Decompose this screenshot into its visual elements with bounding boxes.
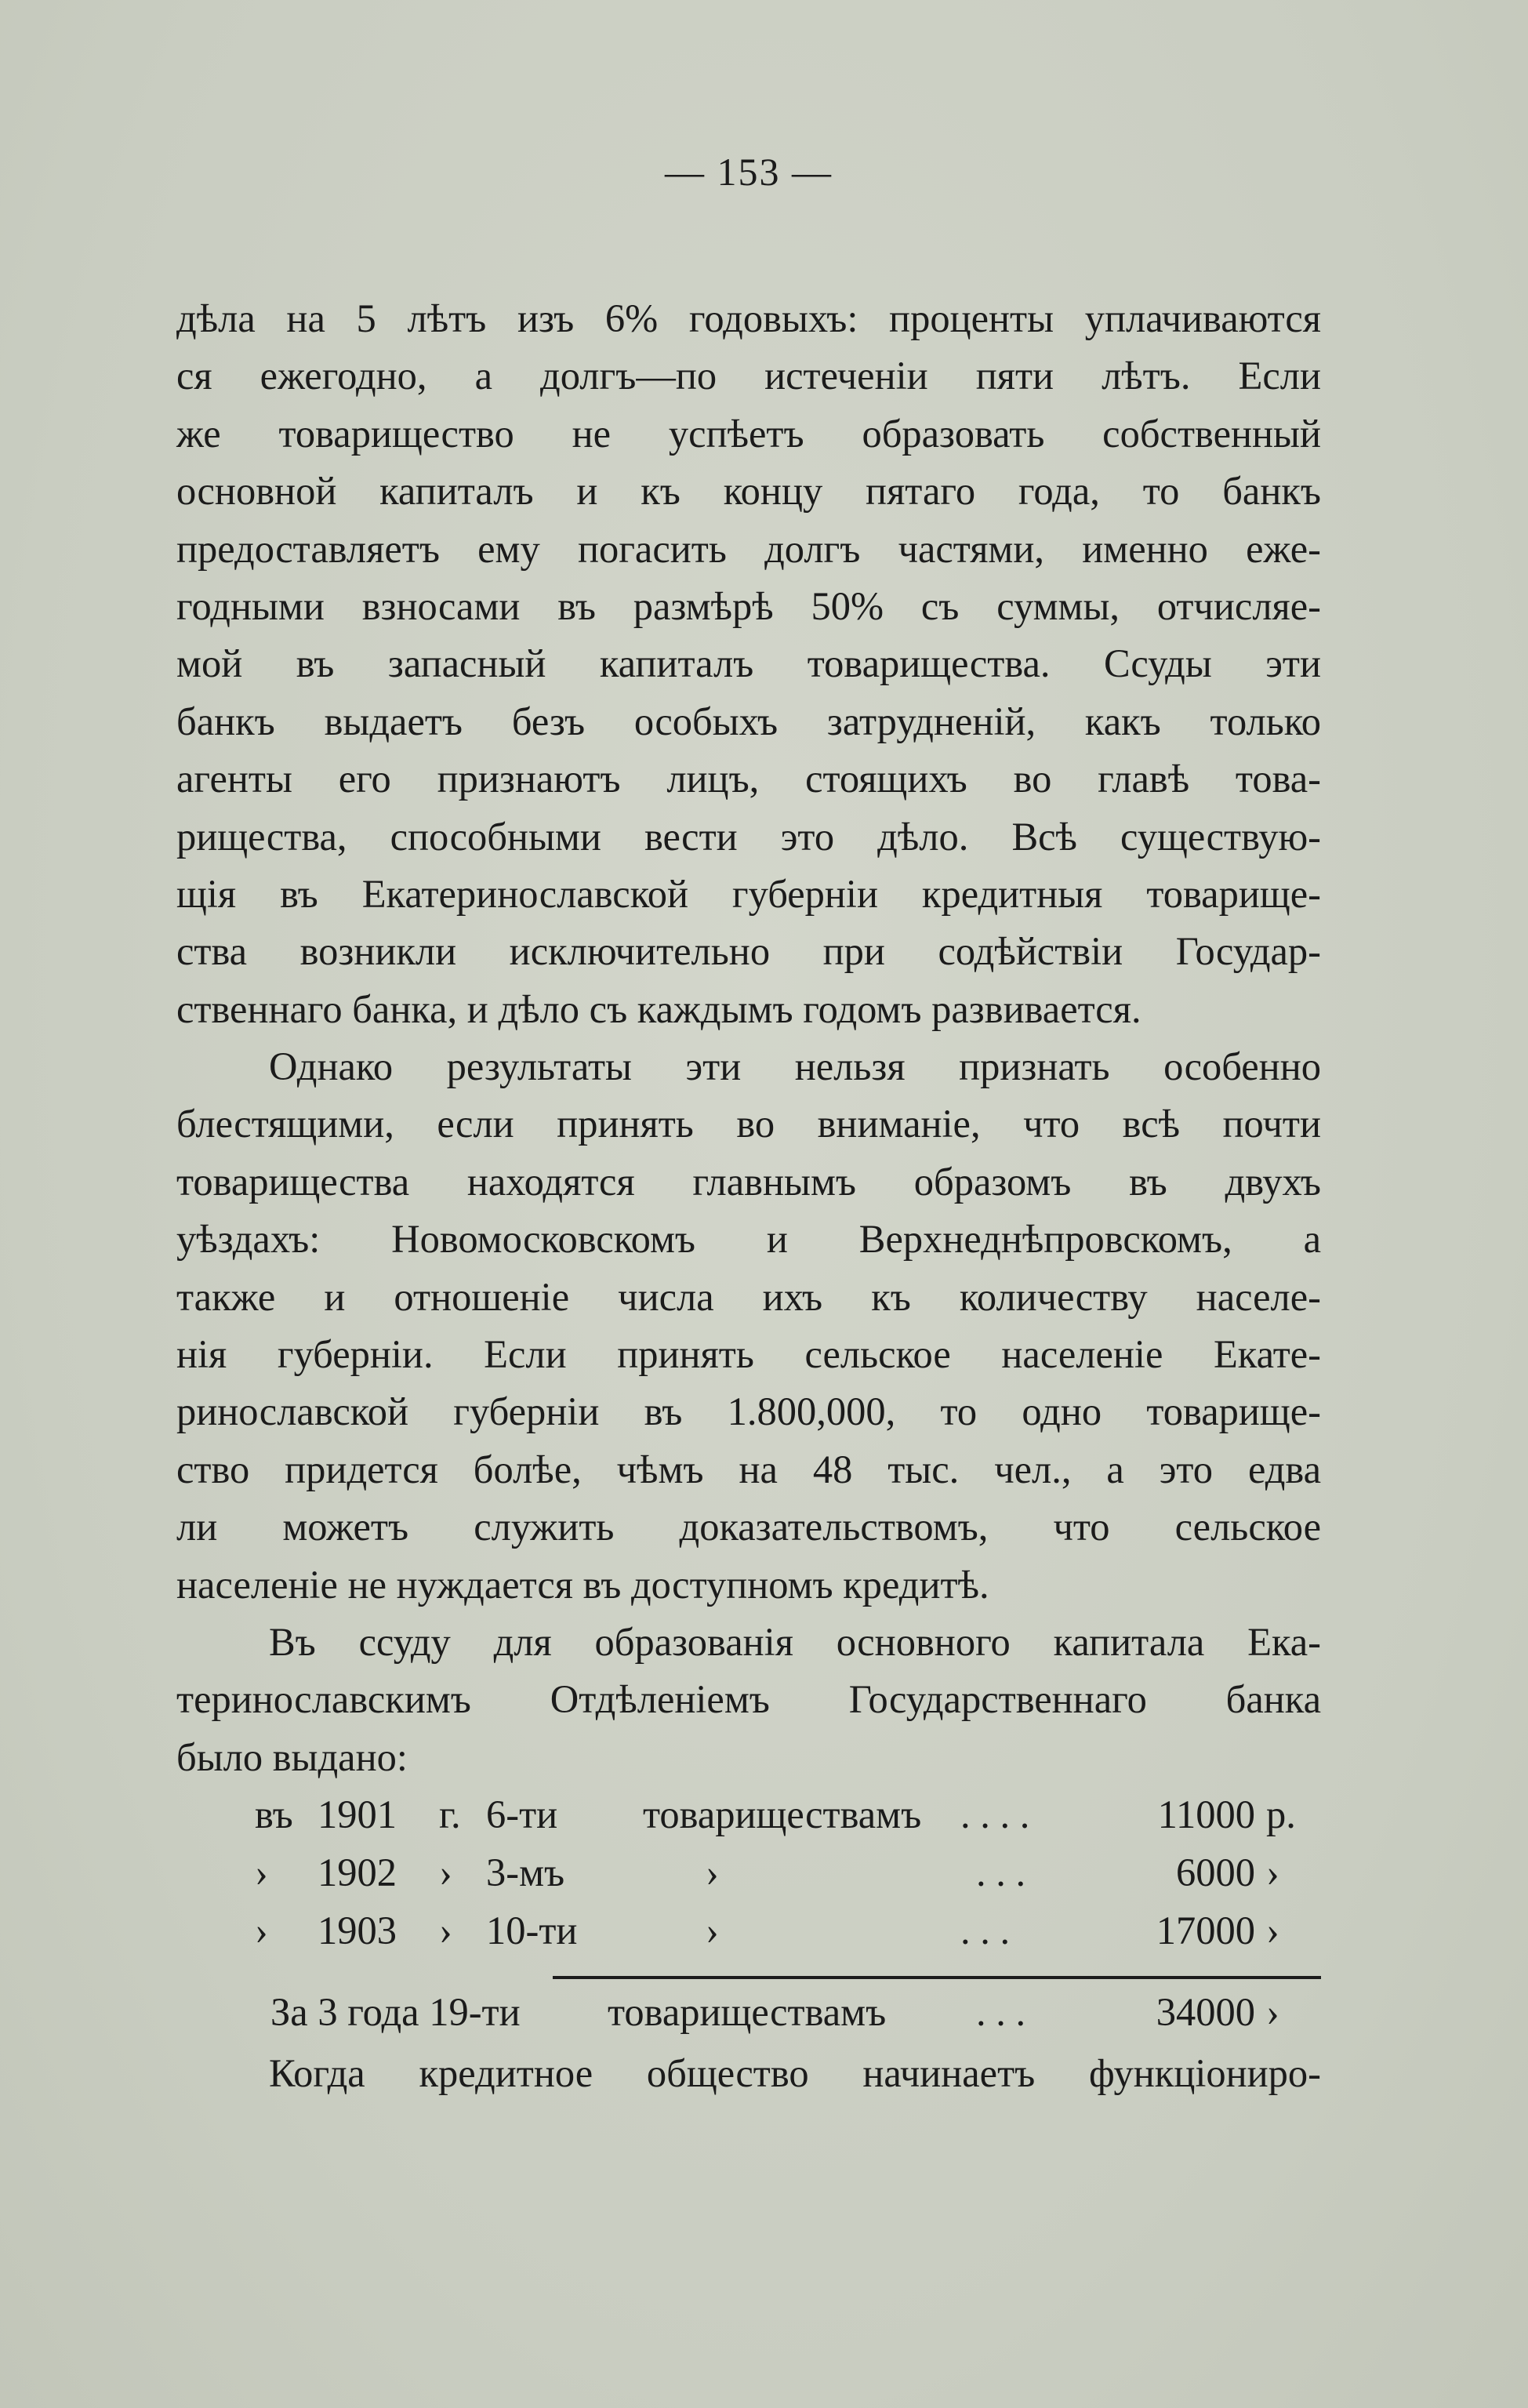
text-line: щія въ Екатеринославской губерніи кредитныя товарище- <box>176 871 1321 916</box>
text-line: ства возникли исключительно при содѣйствіи Государ- <box>176 929 1321 974</box>
table-cell-prefix: въ <box>255 1792 293 1837</box>
table-cell-dots: . . . <box>976 1850 1026 1895</box>
table-cell-year: 1903 <box>318 1909 397 1953</box>
text-line: основной капиталъ и къ концу пятаго года, то банкъ <box>176 469 1321 514</box>
table-row <box>176 1902 1321 1960</box>
table-cell-name: товариществамъ <box>643 1792 922 1837</box>
text-line: блестящими, если принять во вниманіе, что всѣ почти <box>176 1102 1321 1146</box>
table-total-unit: › <box>1266 1990 1279 2035</box>
table-cell-prefix: › <box>255 1850 268 1895</box>
table-total-name: товариществамъ <box>608 1990 887 2035</box>
table-cell-count: 10-ти <box>486 1909 578 1953</box>
table-total-dots: . . . <box>976 1990 1026 2035</box>
text-line: ство придется болѣе, чѣмъ на 48 тыс. чел., а это едва <box>176 1447 1321 1491</box>
text-line: уѣздахъ: Новомосковскомъ и Верхнеднѣпровскомъ, а <box>176 1217 1321 1262</box>
table-cell-amount: 11000 <box>1157 1792 1255 1837</box>
table-cell-amount: 17000 <box>1156 1909 1255 1953</box>
text-line: мой въ запасный капиталъ товарищества. Ссуды эти <box>176 641 1321 686</box>
text-line: агенты его признаютъ лицъ, стоящихъ во главѣ това- <box>176 757 1321 801</box>
table-cell-count: 3-мъ <box>486 1850 565 1895</box>
table-row <box>176 1786 1321 1844</box>
text-line: годными взносами въ размѣрѣ 50% съ суммы, отчисляе- <box>176 583 1321 628</box>
total-rule <box>553 1976 1321 1979</box>
table-cell-year: 1902 <box>318 1850 397 1895</box>
table-cell-dots: . . . <box>960 1909 1011 1953</box>
text-line: товарищества находятся главнымъ образомъ въ двухъ <box>176 1159 1321 1204</box>
body-text <box>176 290 1321 2103</box>
table-cell-year-unit: › <box>439 1850 452 1895</box>
table-total-label: За 3 года 19-ти <box>270 1990 521 2035</box>
text-line: теринославскимъ Отдѣленіемъ Государственнаго банка <box>176 1677 1321 1722</box>
text-line: нія губерніи. Если принять сельское населеніе Екате- <box>176 1332 1321 1377</box>
table-cell-year-unit: › <box>439 1909 452 1953</box>
paragraph-2 <box>176 1038 1321 1614</box>
text-line: рищества, способными вести это дѣло. Всѣ существую- <box>176 814 1321 859</box>
table-cell-count: 6-ти <box>486 1792 558 1837</box>
text-line: Въ ссуду для образованія основного капитала Ека- <box>269 1619 1321 1664</box>
table-cell-prefix: › <box>255 1909 268 1953</box>
text-line: же товарищество не успѣетъ образовать собственный <box>176 411 1321 456</box>
page-number: — 153 — <box>665 150 833 194</box>
paragraph-3 <box>176 1614 1321 1786</box>
table-cell-amount: 6000 <box>1176 1850 1255 1895</box>
text-line: населеніе не нуждается въ доступномъ кредитѣ. <box>176 1562 989 1607</box>
text-line: ся ежегодно, а долгъ—по истеченіи пяти лѣтъ. Если <box>176 354 1321 398</box>
table-cell-year-unit: г. <box>439 1792 461 1837</box>
table-cell-name: › <box>706 1850 719 1895</box>
table-cell-unit: › <box>1266 1909 1279 1953</box>
text-line: банкъ выдаетъ безъ особыхъ затрудненій, какъ только <box>176 699 1321 743</box>
text-line: ринославской губерніи въ 1.800,000, то одно товарище- <box>176 1389 1321 1434</box>
text-line: ственнаго банка, и дѣло съ каждымъ годомъ развивается. <box>176 986 1141 1031</box>
text-line: было выдано: <box>176 1734 408 1779</box>
table-cell-unit: р. <box>1266 1792 1296 1837</box>
table-total-row <box>176 1984 1321 2042</box>
table-cell-unit: › <box>1266 1850 1279 1895</box>
table-cell-name: › <box>706 1909 719 1953</box>
loans-table <box>176 1786 1321 2042</box>
text-line: предоставляетъ ему погасить долгъ частями, именно еже- <box>176 526 1321 571</box>
text-line: Однако результаты эти нельзя признать особенно <box>269 1044 1321 1089</box>
text-line: также и отношеніе числа ихъ къ количеству населе- <box>176 1274 1321 1319</box>
text-line: ли можетъ служить доказательствомъ, что сельское <box>176 1505 1321 1549</box>
table-cell-year: 1901 <box>318 1792 397 1837</box>
text-line: дѣла на 5 лѣтъ изъ 6% годовыхъ: проценты уплачиваются <box>176 296 1321 340</box>
table-cell-dots: . . . . <box>960 1792 1030 1837</box>
final-line: Когда кредитное общество начинаетъ функціониро- <box>269 2051 1321 2096</box>
table-row <box>176 1844 1321 1902</box>
table-total-amount: 34000 <box>1156 1990 1255 2035</box>
paragraph-1 <box>176 290 1321 1038</box>
